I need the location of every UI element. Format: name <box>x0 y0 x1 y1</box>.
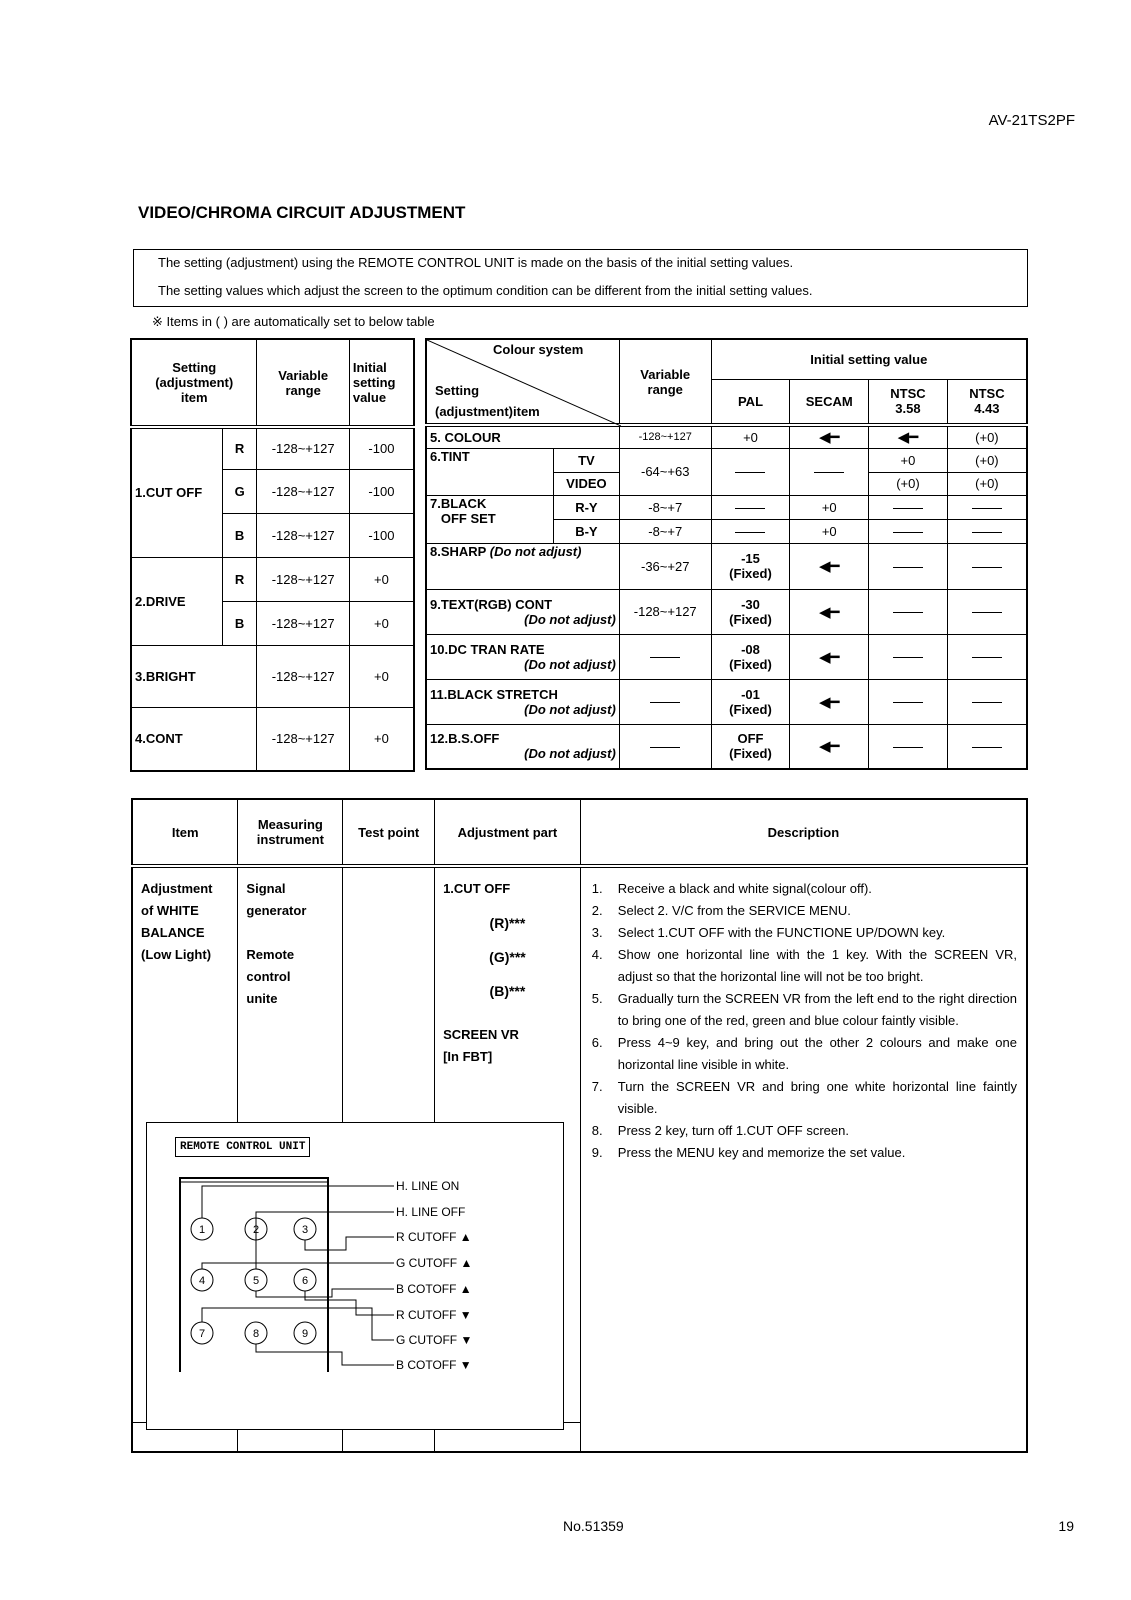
description-step <box>584 1076 1023 1120</box>
key-wire <box>202 1263 394 1269</box>
key-8-label: 8 <box>252 1328 260 1340</box>
row-dc-tran-pal: -08 (Fixed) <box>711 634 790 679</box>
step-number: 7. <box>591 1079 603 1094</box>
key-wire <box>202 1186 394 1218</box>
empty-cell <box>947 519 1027 543</box>
function-label: G CUTOFF ▲ <box>396 1256 473 1270</box>
row-sharp-name: 8.SHARP <box>430 543 487 559</box>
header-variable-range: Variable range <box>257 339 349 427</box>
drive-label: 2.DRIVE <box>131 557 222 645</box>
header-test-point: Test point <box>343 799 435 866</box>
empty-cell <box>869 519 948 543</box>
empty-cell <box>869 634 948 679</box>
row-text-cont-range: -128~+127 <box>619 589 711 634</box>
row-sharp-range: -36~+27 <box>619 543 711 589</box>
row-bs-off-name: 12.B.S.OFF <box>430 731 500 747</box>
row-tint-video-358: (+0) <box>869 472 948 495</box>
step-number: 2. <box>591 903 603 918</box>
key-wire <box>305 1237 394 1250</box>
step-number: 3. <box>591 925 603 940</box>
header-setting-item: Setting (adjustment) item <box>131 339 257 427</box>
cont-label: 4.CONT <box>131 707 257 771</box>
header-variable-range: Variable range <box>619 339 711 425</box>
row-bs-off-label <box>426 724 619 769</box>
row-dc-tran-label <box>426 634 619 679</box>
header-ntsc-443: NTSC 4.43 <box>947 379 1027 425</box>
function-label: H. LINE OFF <box>396 1205 466 1219</box>
header-description: Description <box>580 799 1027 866</box>
step-text: Press the MENU key and memorize the set value. <box>617 1145 906 1160</box>
page-title: VIDEO/CHROMA CIRCUIT ADJUSTMENT <box>138 203 466 222</box>
description-step <box>584 878 1023 900</box>
function-label: R CUTOFF ▲ <box>396 1230 472 1244</box>
part-g: (G)*** <box>489 949 526 965</box>
empty-cell <box>947 543 1027 589</box>
row-sharp-note: (Do not adjust) <box>489 543 582 559</box>
initial-value: +0 <box>349 707 414 771</box>
description-steps <box>584 878 1023 1164</box>
header-colour-system: Colour system <box>493 342 584 357</box>
range-cell: -128~+127 <box>257 601 349 645</box>
same-as-left-arrow: ◀━ <box>790 425 869 448</box>
key-3-label: 3 <box>301 1224 309 1236</box>
empty-cell <box>869 589 948 634</box>
remote-control-title: REMOTE CONTROL UNIT <box>175 1137 310 1157</box>
description-step <box>584 1032 1023 1076</box>
function-label: G CUTOFF ▼ <box>396 1333 473 1347</box>
range-cell: -128~+127 <box>257 557 349 601</box>
header-initial-value: Initial setting value <box>349 339 414 427</box>
row-black-range: -8~+7 <box>619 495 711 519</box>
channel-r: R <box>222 557 257 601</box>
description-step <box>584 1142 1023 1164</box>
same-as-left-arrow: ◀━ <box>869 425 948 448</box>
row-black-stretch-note: (Do not adjust) <box>524 701 616 717</box>
empty-cell <box>947 589 1027 634</box>
initial-value: -100 <box>349 513 414 557</box>
initial-value: +0 <box>349 601 414 645</box>
part-screen-vr: SCREEN VR [In FBT] <box>443 1027 519 1064</box>
empty-cell <box>869 679 948 724</box>
empty-cell <box>790 448 869 495</box>
step-text: Press 2 key, turn off 1.CUT OFF screen. <box>617 1123 849 1138</box>
row-black-secam: +0 <box>790 519 869 543</box>
model-number: AV-21TS2PF <box>988 112 1075 129</box>
range-cell: -128~+127 <box>257 469 349 513</box>
function-label: B COTOFF ▼ <box>396 1358 472 1372</box>
empty-cell <box>711 519 790 543</box>
remote-drawing <box>180 1178 472 1372</box>
channel-b: B <box>222 601 257 645</box>
key-5-label: 5 <box>252 1275 260 1287</box>
cutoff-drive-table <box>130 338 415 772</box>
empty-cell <box>947 495 1027 519</box>
step-text: Press 4~9 key, and bring out the other 2 colours and make one horizontal line visible in white. <box>617 1035 1017 1072</box>
row-text-cont-note: (Do not adjust) <box>524 611 616 627</box>
description-cell <box>580 866 1027 1452</box>
function-label: B COTOFF ▲ <box>396 1282 472 1296</box>
row-black-stretch-pal: -01 (Fixed) <box>711 679 790 724</box>
row-colour-pal: +0 <box>711 425 790 448</box>
empty-cell <box>711 495 790 519</box>
bright-label: 3.BRIGHT <box>131 645 257 707</box>
same-as-left-arrow: ◀━ <box>790 634 869 679</box>
empty-cell <box>869 724 948 769</box>
header-secam: SECAM <box>790 379 869 425</box>
same-as-left-arrow: ◀━ <box>790 679 869 724</box>
empty-cell <box>619 679 711 724</box>
key-wire <box>305 1291 394 1315</box>
header-initial-setting: Initial setting value <box>711 339 1027 379</box>
row-text-cont-label <box>426 589 619 634</box>
instrument-signal-generator: Signal generator <box>246 881 307 918</box>
step-text: Gradually turn the SCREEN VR from the left end to the right direction to bring one of the red, green and blue colour faintly visible. <box>617 991 1017 1028</box>
instrument-remote-control: Remote control unite <box>246 947 295 1006</box>
channel-g: G <box>222 469 257 513</box>
row-bs-off-pal: OFF (Fixed) <box>711 724 790 769</box>
step-text: Receive a black and white signal(colour off). <box>617 881 872 896</box>
document-number: No.51359 <box>563 1518 624 1534</box>
initial-value: -100 <box>349 469 414 513</box>
description-step <box>584 944 1023 988</box>
step-number: 4. <box>591 947 603 962</box>
key-wire <box>256 1212 394 1269</box>
step-text: Select 2. V/C from the SERVICE MENU. <box>617 903 851 918</box>
row-black-range: -8~+7 <box>619 519 711 543</box>
auto-note: ※ Items in ( ) are automatically set to below table <box>152 314 435 329</box>
row-colour-ntsc443: (+0) <box>947 425 1027 448</box>
range-cell: -128~+127 <box>257 427 349 469</box>
empty-cell <box>619 724 711 769</box>
channel-r: R <box>222 427 257 469</box>
step-text: Select 1.CUT OFF with the FUNCTIONE UP/DOWN key. <box>617 925 946 940</box>
key-7-label: 7 <box>198 1328 206 1340</box>
row-black-secam: +0 <box>790 495 869 519</box>
row-dc-tran-name: 10.DC TRAN RATE <box>430 641 545 657</box>
same-as-left-arrow: ◀━ <box>790 724 869 769</box>
function-label: R CUTOFF ▼ <box>396 1308 472 1322</box>
row-black-offset-label: 7.BLACK OFF SET <box>426 495 554 543</box>
step-number: 5. <box>591 991 603 1006</box>
empty-cell <box>947 679 1027 724</box>
step-text: Turn the SCREEN VR and bring one white horizontal line faintly visible. <box>617 1079 1017 1116</box>
header-ntsc-358: NTSC 3.58 <box>869 379 948 425</box>
item-white-balance: Adjustment of WHITE BALANCE (Low Light) <box>132 866 238 1422</box>
row-colour-range: -128~+127 <box>619 425 711 448</box>
row-tint-video: VIDEO <box>554 472 620 495</box>
key-wire <box>256 1344 394 1365</box>
part-b: (B)*** <box>489 983 526 999</box>
same-as-left-arrow: ◀━ <box>790 589 869 634</box>
row-tint-label: 6.TINT <box>426 448 554 495</box>
step-number: 1. <box>591 881 603 896</box>
row-sharp-pal: -15 (Fixed) <box>711 543 790 589</box>
empty-cell <box>947 634 1027 679</box>
diagonal-header <box>426 339 619 425</box>
step-number: 9. <box>591 1145 603 1160</box>
description-step <box>584 1120 1023 1142</box>
row-sharp-label <box>426 543 619 589</box>
row-tint-tv-443: (+0) <box>947 448 1027 472</box>
row-dc-tran-note: (Do not adjust) <box>524 656 616 672</box>
row-tint-video-443: (+0) <box>947 472 1027 495</box>
initial-value: -100 <box>349 427 414 469</box>
range-cell: -128~+127 <box>257 645 349 707</box>
same-as-left-arrow: ◀━ <box>790 543 869 589</box>
empty-cell <box>947 724 1027 769</box>
note-line-2: The setting values which adjust the screen to the optimum condition can be different from the initial setting values. <box>158 283 813 298</box>
key-6-label: 6 <box>301 1275 309 1287</box>
key-4-label: 4 <box>198 1275 206 1287</box>
row-black-ry: R-Y <box>554 495 620 519</box>
step-number: 6. <box>591 1035 603 1050</box>
key-1-label: 1 <box>198 1224 206 1236</box>
remote-diagram <box>146 1122 564 1430</box>
range-cell: -128~+127 <box>257 513 349 557</box>
row-colour-label: 5. COLOUR <box>426 425 619 448</box>
row-text-cont-pal: -30 (Fixed) <box>711 589 790 634</box>
channel-b: B <box>222 513 257 557</box>
key-9-label: 9 <box>301 1328 309 1340</box>
row-black-by: B-Y <box>554 519 620 543</box>
empty-cell <box>711 448 790 495</box>
header-measuring-instrument: Measuring instrument <box>238 799 343 866</box>
header-pal: PAL <box>711 379 790 425</box>
initial-setting-table <box>425 338 1028 770</box>
initial-value: +0 <box>349 645 414 707</box>
row-text-cont-name: 9.TEXT(RGB) CONT <box>430 596 553 612</box>
empty-cell <box>869 543 948 589</box>
key-2-label: 2 <box>252 1224 260 1236</box>
description-step <box>584 900 1023 922</box>
row-black-stretch-name: 11.BLACK STRETCH <box>430 686 558 702</box>
part-r: (R)*** <box>489 915 526 931</box>
cutoff-label: 1.CUT OFF <box>131 427 222 557</box>
description-step <box>584 922 1023 944</box>
row-tint-tv: TV <box>554 448 620 472</box>
empty-cell <box>619 634 711 679</box>
part-cutoff: 1.CUT OFF <box>443 881 511 896</box>
header-setting-item: Setting (adjustment)item <box>435 383 540 419</box>
empty-cell <box>869 495 948 519</box>
function-label: H. LINE ON <box>396 1179 460 1193</box>
step-number: 8. <box>591 1123 603 1138</box>
description-step <box>584 988 1023 1032</box>
row-tint-tv-358: +0 <box>869 448 948 472</box>
row-black-stretch-label <box>426 679 619 724</box>
row-tint-range: -64~+63 <box>619 448 711 495</box>
note-line-1: The setting (adjustment) using the REMOTE CONTROL UNIT is made on the basis of the initial setting values. <box>158 255 794 270</box>
header-adjustment-part: Adjustment part <box>435 799 581 866</box>
key-wire <box>256 1289 394 1297</box>
page-number: 19 <box>1058 1518 1074 1534</box>
step-text: Show one horizontal line with the 1 key. With the SCREEN VR, adjust so that the horizontal line will not be too bright. <box>617 947 1017 984</box>
row-bs-off-note: (Do not adjust) <box>524 746 616 762</box>
initial-value: +0 <box>349 557 414 601</box>
range-cell: -128~+127 <box>257 707 349 771</box>
note-box <box>133 249 1028 307</box>
header-item: Item <box>132 799 238 866</box>
